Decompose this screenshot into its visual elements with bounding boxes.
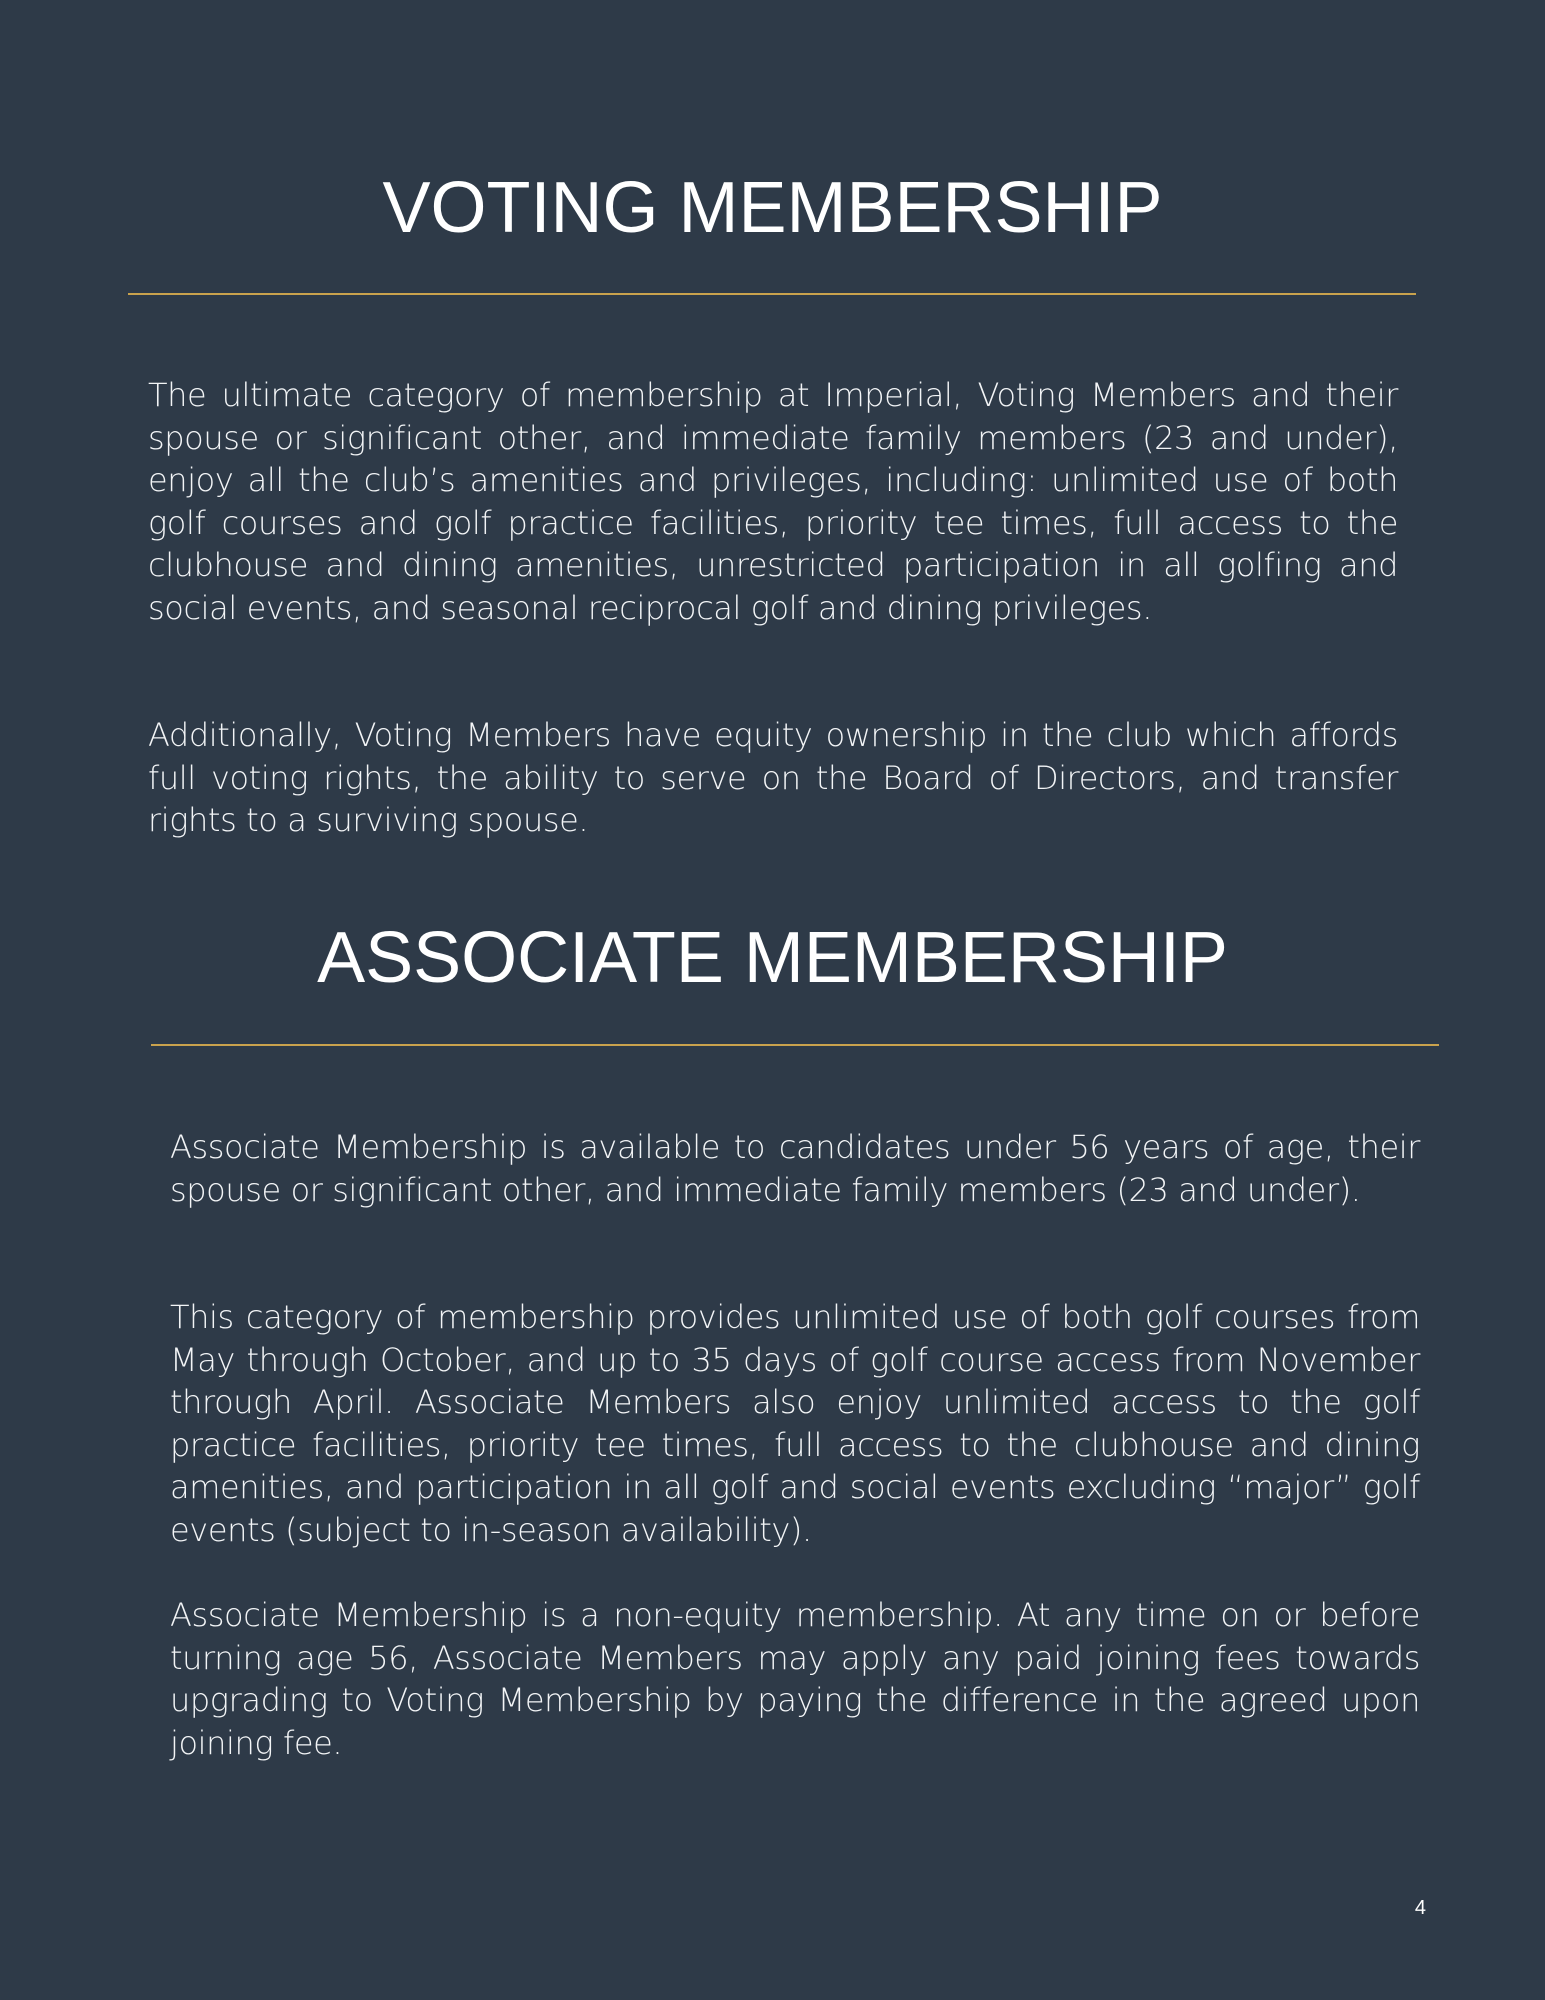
- associate-paragraph-2: This category of membership provides unlimited use of both golf courses from May through October, and up to 35 days of golf course access from November through April. Associate Members also enjoy unlimited access to the golf practice facilities, priority tee times, full access to the clubhouse and dining amenities, and participation in all golf and social events excluding “major” golf events (subject to in-season availability).: [170, 1298, 1420, 1549]
- voting-paragraph-1: The ultimate category of membership at Imperial, Voting Members and their spouse or significant other, and immediate family members (23 and under), enjoy all the club’s amenities and privileges, including: unlimited use of both golf courses and golf practice facilities, priority tee times, full access to the clubhouse and dining amenities, unrestricted participation in all golfing and social events, and seasonal reciprocal golf and dining privileges.: [148, 376, 1398, 627]
- associate-membership-heading: ASSOCIATE MEMBERSHIP: [317, 918, 1228, 998]
- voting-paragraph-2: Additionally, Voting Members have equity ownership in the club which affords full voting rights, the ability to serve on the Board of Directors, and transfer rights to a surviving spouse.: [148, 716, 1398, 839]
- associate-paragraph-3: Associate Membership is a non-equity membership. At any time on or before turning age 56, Associate Members may apply any paid joining fees towards upgrading to Voting Membership by paying the difference in the agreed upon joining fee.: [170, 1596, 1420, 1762]
- voting-heading-divider: [128, 293, 1416, 295]
- page-number: 4: [1414, 1897, 1426, 1919]
- associate-heading-divider: [151, 1044, 1439, 1046]
- voting-membership-heading: VOTING MEMBERSHIP: [382, 168, 1163, 248]
- associate-paragraph-1: Associate Membership is available to candidates under 56 years of age, their spouse or significant other, and immediate family members (23 and under).: [170, 1128, 1420, 1209]
